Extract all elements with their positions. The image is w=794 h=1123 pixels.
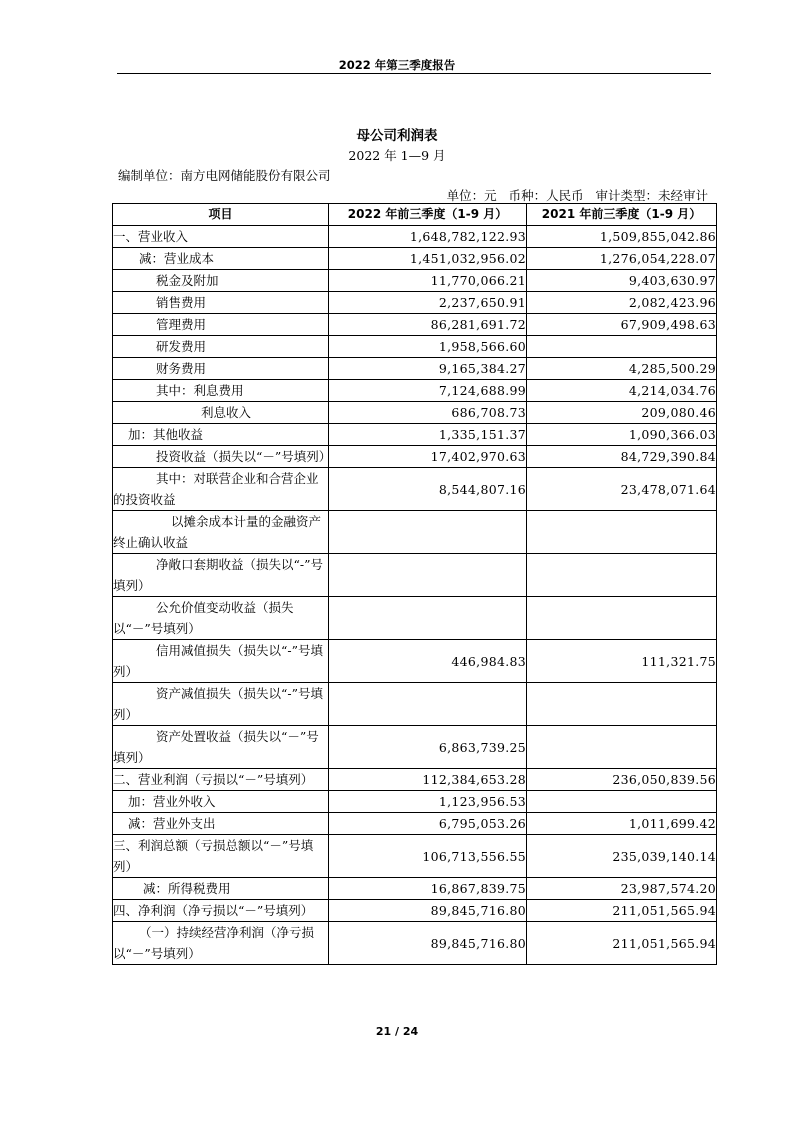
row-value-2021: 1,090,366.03	[527, 424, 717, 446]
table-row	[113, 835, 717, 878]
table-row	[113, 791, 717, 813]
row-value-2022: 7,124,688.99	[329, 380, 527, 402]
row-item-label: 资产减值损失（损失以“-”号填列）	[113, 683, 329, 726]
row-value-2022: 8,544,807.16	[329, 468, 527, 511]
row-value-2022	[329, 683, 527, 726]
row-value-2022: 1,123,956.53	[329, 791, 527, 813]
row-item-label: 利息收入	[113, 402, 329, 424]
preparing-entity: 编制单位：南方电网储能股份有限公司	[118, 168, 331, 183]
table-row	[113, 380, 717, 402]
row-value-2021: 67,909,498.63	[527, 314, 717, 336]
table-row	[113, 468, 717, 511]
row-item-label: 公允价值变动收益（损失以“－”号填列）	[113, 597, 329, 640]
row-value-2022: 17,402,970.63	[329, 446, 527, 468]
table-row	[113, 554, 717, 597]
row-value-2021: 211,051,565.94	[527, 900, 717, 922]
income-statement-table	[112, 203, 717, 965]
row-value-2022	[329, 511, 527, 554]
row-item-label: 减：营业外支出	[113, 813, 329, 835]
row-value-2021	[527, 511, 717, 554]
unit-currency-audit-line: 单位：元 币种：人民币 审计类型：未经审计	[446, 188, 708, 203]
row-value-2021: 236,050,839.56	[527, 769, 717, 791]
row-value-2021: 9,403,630.97	[527, 270, 717, 292]
column-header-2021: 2021 年前三季度（1-9 月）	[527, 204, 717, 226]
table-row	[113, 424, 717, 446]
row-item-label: 资产处置收益（损失以“－”号填列）	[113, 726, 329, 769]
table-row	[113, 314, 717, 336]
table-row	[113, 900, 717, 922]
table-row	[113, 769, 717, 791]
table-row	[113, 683, 717, 726]
row-item-label: 加：其他收益	[113, 424, 329, 446]
row-value-2022: 86,281,691.72	[329, 314, 527, 336]
row-value-2021: 235,039,140.14	[527, 835, 717, 878]
row-value-2022: 1,958,566.60	[329, 336, 527, 358]
row-value-2022: 11,770,066.21	[329, 270, 527, 292]
statement-title: 母公司利润表	[356, 128, 438, 144]
row-item-label: 减：营业成本	[113, 248, 329, 270]
table-row	[113, 226, 717, 248]
row-value-2022: 1,648,782,122.93	[329, 226, 527, 248]
row-value-2021	[527, 683, 717, 726]
row-value-2022: 1,335,151.37	[329, 424, 527, 446]
row-value-2022: 112,384,653.28	[329, 769, 527, 791]
row-item-label: 投资收益（损失以“－”号填列）	[113, 446, 329, 468]
row-value-2021: 23,478,071.64	[527, 468, 717, 511]
row-item-label: 管理费用	[113, 314, 329, 336]
table-row	[113, 248, 717, 270]
row-value-2022: 106,713,556.55	[329, 835, 527, 878]
table-row	[113, 597, 717, 640]
row-value-2021	[527, 336, 717, 358]
table-row	[113, 878, 717, 900]
table-row	[113, 813, 717, 835]
row-value-2022: 9,165,384.27	[329, 358, 527, 380]
header-rule	[117, 73, 711, 74]
table-row	[113, 922, 717, 965]
row-item-label: （一）持续经营净利润（净亏损以“－”号填列）	[113, 922, 329, 965]
row-value-2021: 1,276,054,228.07	[527, 248, 717, 270]
row-item-label: 三、利润总额（亏损总额以“－”号填列）	[113, 835, 329, 878]
column-header-2022: 2022 年前三季度（1-9 月）	[329, 204, 527, 226]
row-item-label: 二、营业利润（亏损以“－”号填列）	[113, 769, 329, 791]
table-body	[113, 226, 717, 965]
row-value-2022: 16,867,839.75	[329, 878, 527, 900]
row-value-2021	[527, 726, 717, 769]
row-value-2021	[527, 597, 717, 640]
row-value-2021: 1,011,699.42	[527, 813, 717, 835]
row-item-label: 销售费用	[113, 292, 329, 314]
row-value-2021: 111,321.75	[527, 640, 717, 683]
row-value-2022: 686,708.73	[329, 402, 527, 424]
row-value-2022: 6,863,739.25	[329, 726, 527, 769]
row-value-2021	[527, 791, 717, 813]
row-item-label: 一、营业收入	[113, 226, 329, 248]
table-row	[113, 358, 717, 380]
row-value-2021: 4,285,500.29	[527, 358, 717, 380]
table-row	[113, 446, 717, 468]
row-value-2021: 84,729,390.84	[527, 446, 717, 468]
row-item-label: 信用减值损失（损失以“-”号填列）	[113, 640, 329, 683]
row-value-2021: 211,051,565.94	[527, 922, 717, 965]
row-value-2022	[329, 597, 527, 640]
row-item-label: 以摊余成本计量的金融资产终止确认收益	[113, 511, 329, 554]
row-value-2022: 446,984.83	[329, 640, 527, 683]
table-row	[113, 402, 717, 424]
row-item-label: 其中：利息费用	[113, 380, 329, 402]
row-item-label: 研发费用	[113, 336, 329, 358]
table-row	[113, 292, 717, 314]
row-value-2021: 23,987,574.20	[527, 878, 717, 900]
row-item-label: 加：营业外收入	[113, 791, 329, 813]
row-item-label: 其中：对联营企业和合营企业的投资收益	[113, 468, 329, 511]
table-row	[113, 726, 717, 769]
row-value-2022: 1,451,032,956.02	[329, 248, 527, 270]
table-row	[113, 640, 717, 683]
row-value-2022: 89,845,716.80	[329, 900, 527, 922]
row-value-2022	[329, 554, 527, 597]
row-item-label: 净敞口套期收益（损失以“-”号填列）	[113, 554, 329, 597]
row-value-2022: 6,795,053.26	[329, 813, 527, 835]
row-value-2022: 2,237,650.91	[329, 292, 527, 314]
report-header-title: 2022 年第三季度报告	[338, 58, 456, 72]
page-number: 21 / 24	[375, 1025, 419, 1038]
row-item-label: 减：所得税费用	[113, 878, 329, 900]
table-row	[113, 511, 717, 554]
row-item-label: 四、净利润（净亏损以“－”号填列）	[113, 900, 329, 922]
row-value-2021	[527, 554, 717, 597]
row-value-2021: 209,080.46	[527, 402, 717, 424]
row-item-label: 税金及附加	[113, 270, 329, 292]
table-row	[113, 270, 717, 292]
row-value-2021: 1,509,855,042.86	[527, 226, 717, 248]
row-value-2022: 89,845,716.80	[329, 922, 527, 965]
table-row	[113, 336, 717, 358]
column-header-item: 项目	[113, 204, 329, 226]
statement-period: 2022 年 1—9 月	[348, 148, 446, 163]
row-item-label: 财务费用	[113, 358, 329, 380]
table-header-row	[113, 204, 717, 226]
row-value-2021: 4,214,034.76	[527, 380, 717, 402]
row-value-2021: 2,082,423.96	[527, 292, 717, 314]
